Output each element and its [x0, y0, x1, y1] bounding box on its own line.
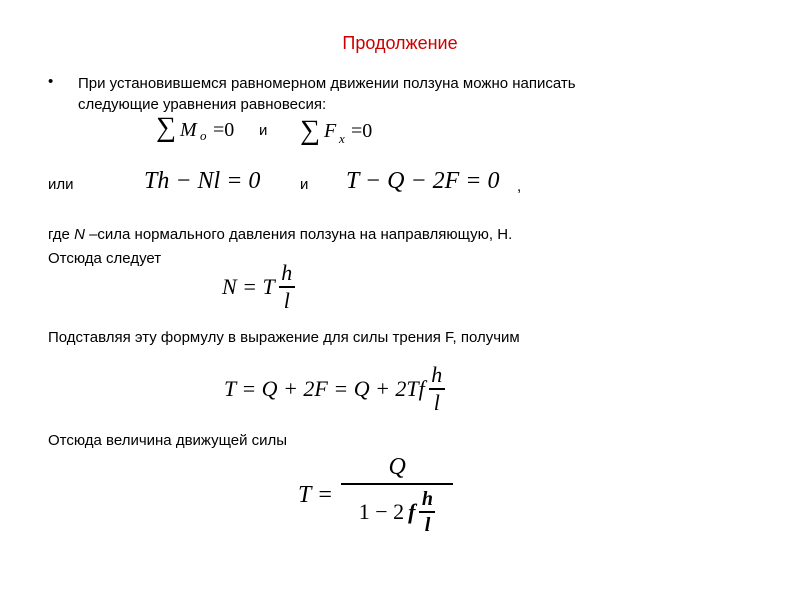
main-fraction — [341, 455, 453, 535]
sum-symbol-moment: ∑ — [156, 112, 176, 143]
driving-force-text: Отсюда величина движущей силы — [48, 432, 288, 449]
fraction-numerator: h — [431, 362, 443, 387]
substituting-text: Подставляя эту формулу в выражение для силы трения F, получим — [48, 329, 520, 346]
main-fraction-bar — [341, 483, 453, 485]
where-line — [48, 224, 512, 245]
fraction-h-over-l-1 — [279, 262, 295, 312]
formula-T-friction-left: T = Q + 2F = Q + 2Tf — [224, 376, 425, 401]
where-prefix: где — [48, 226, 75, 243]
sum-symbol-force: ∑ — [300, 115, 320, 146]
where-rest: –сила нормального давления ползуна на направляющую, Н. — [84, 226, 513, 243]
bullet-marker: • — [48, 73, 54, 90]
force-subscript: x — [339, 131, 345, 146]
fraction-numerator: h — [281, 260, 293, 285]
intro-text-line1: При установившемся равномерном движении ползуна можно написать — [78, 75, 576, 92]
denominator-f: f — [408, 499, 416, 524]
fraction-denominator: l — [424, 514, 431, 536]
denominator-one-minus-two: 1 − 2 — [358, 499, 405, 524]
eq-force-balance: T − Q − 2F = 0 — [346, 168, 500, 194]
fraction-h-over-l-2 — [429, 364, 445, 414]
fraction-numerator: h — [421, 488, 434, 510]
fraction-h-over-l-3 — [419, 489, 435, 535]
where-N: N — [74, 226, 85, 243]
formula-N-left: N = T — [222, 274, 275, 299]
or-word: или — [48, 176, 74, 193]
force-var: F — [324, 120, 337, 142]
fraction-denominator: l — [283, 288, 290, 313]
force-eq-zero: =0 — [351, 120, 373, 142]
moment-subscript: o — [200, 128, 207, 143]
eq-moment-balance: Th − Nl = 0 — [144, 168, 261, 194]
main-fraction-numerator: Q — [388, 454, 406, 480]
formula-driving-force-left: T = — [298, 481, 334, 508]
intro-text-line2: следующие уравнения равновесия: — [78, 96, 327, 113]
and-word-1: и — [259, 122, 268, 139]
fraction-bar — [419, 511, 435, 513]
slide-title: Продолжение — [342, 33, 458, 53]
moment-eq-zero: =0 — [213, 119, 235, 141]
comma: , — [517, 178, 522, 195]
main-fraction-denominator — [341, 487, 453, 535]
fraction-denominator: l — [433, 390, 440, 415]
formula-T-friction — [224, 358, 445, 420]
formula-driving-force — [298, 447, 453, 543]
and-word-2: и — [300, 176, 309, 193]
hence-text: Отсюда следует — [48, 250, 162, 267]
formula-N — [222, 256, 295, 318]
moment-var: M — [180, 119, 197, 141]
